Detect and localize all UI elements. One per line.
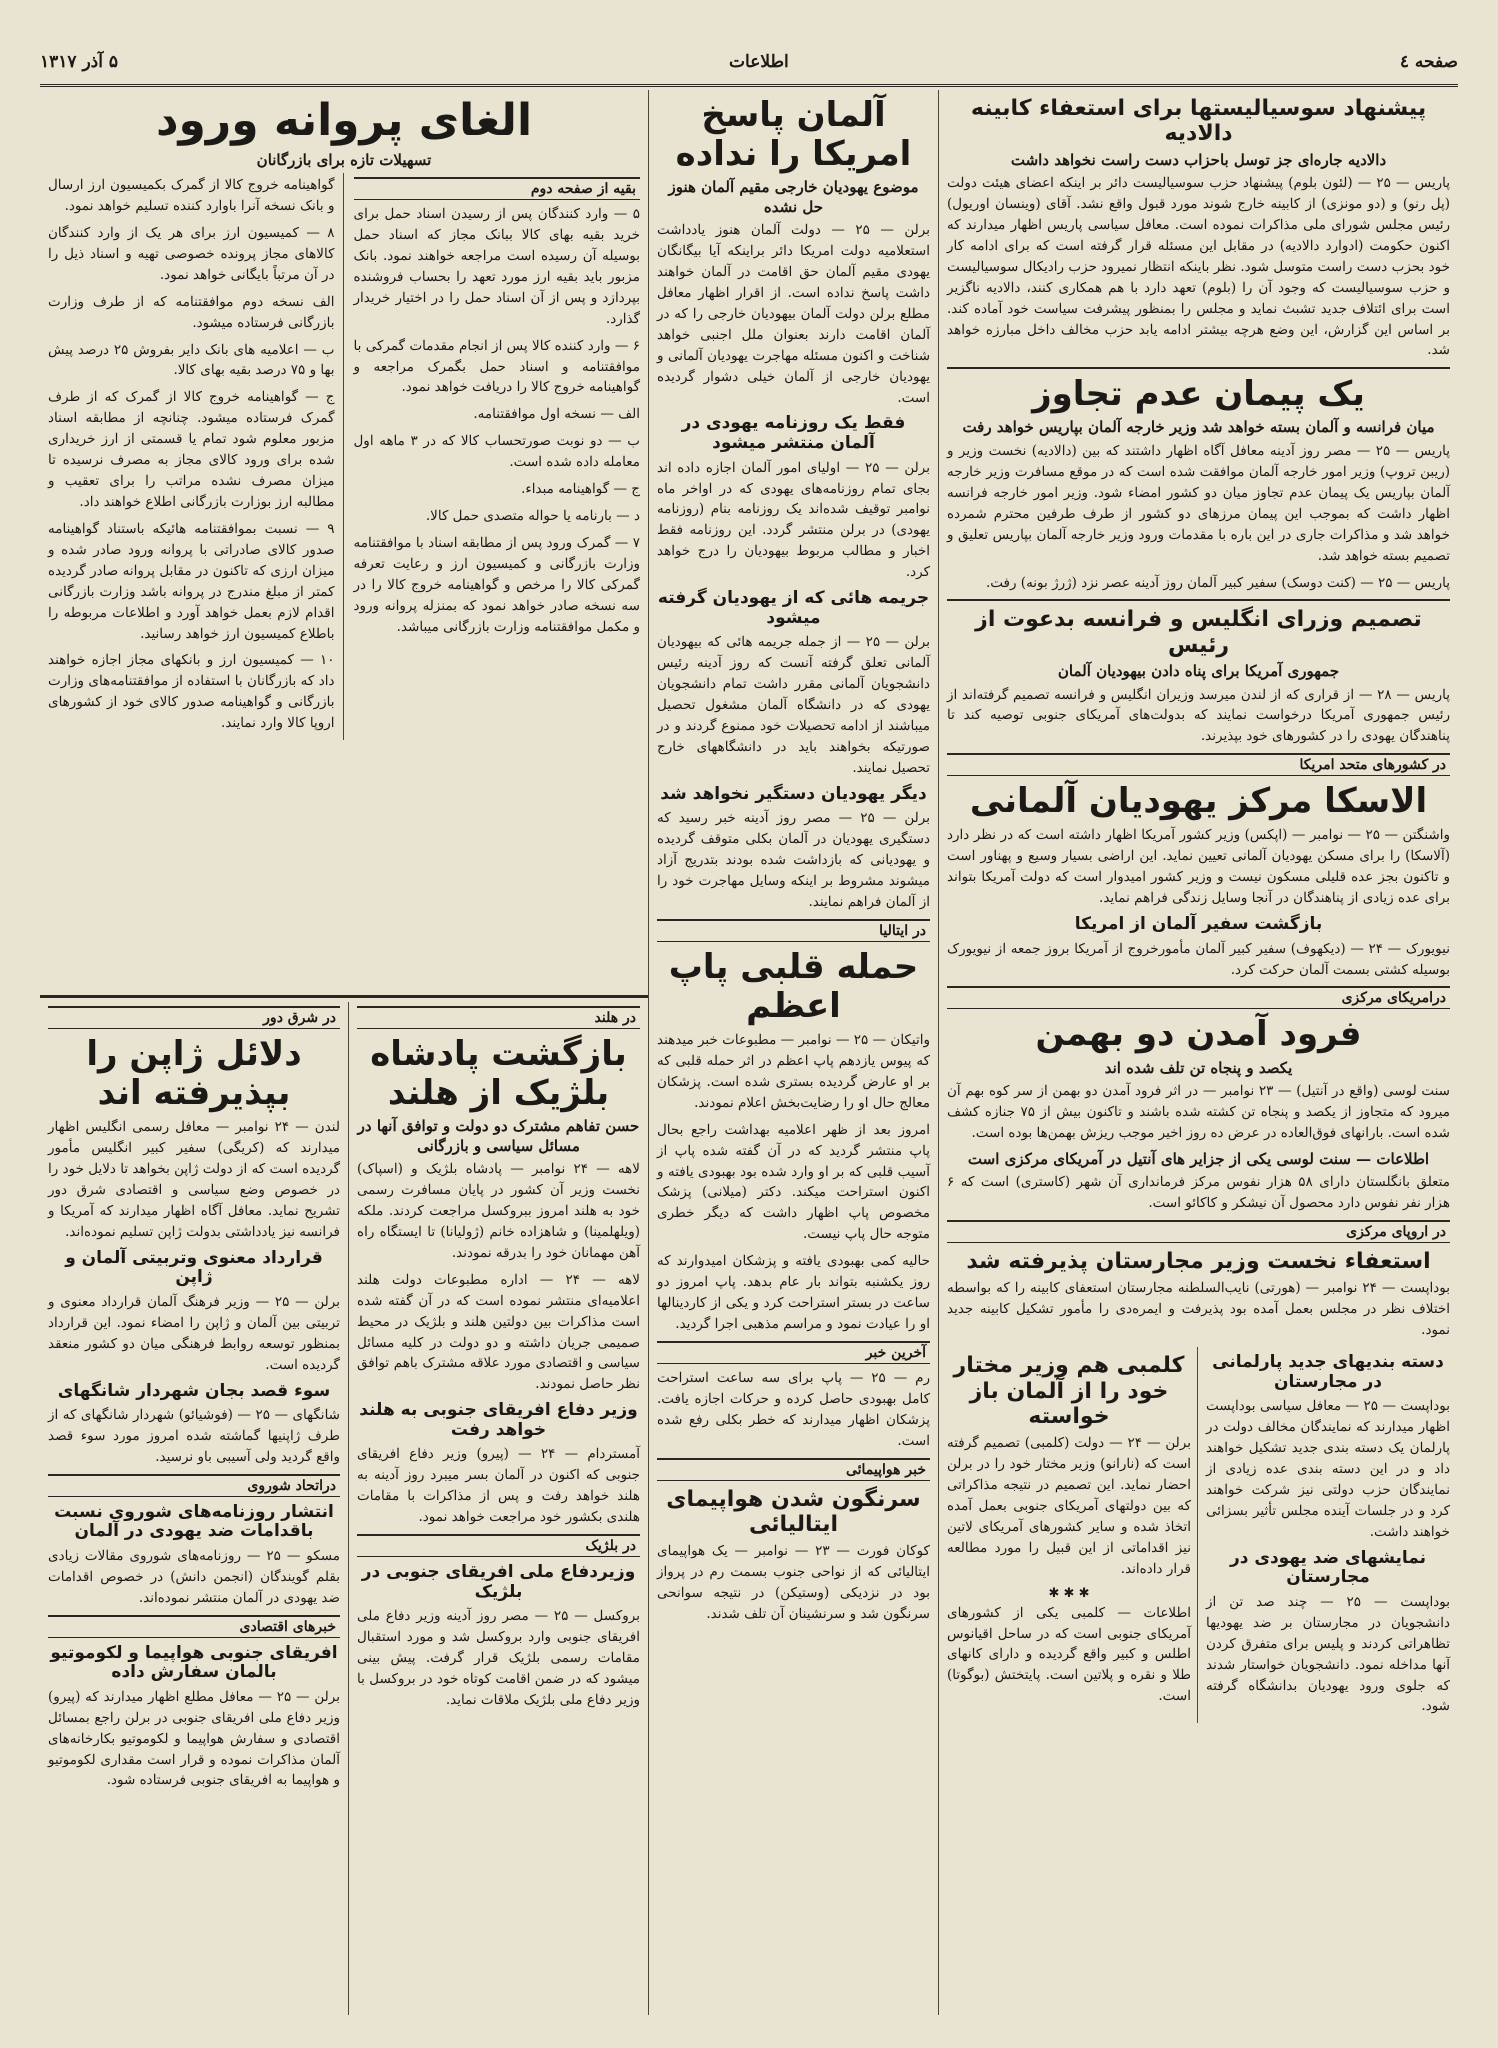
import-item-7: ۷ — گمرک ورود پس از مطابقه اسناد با موافقتنامه وزارت بازرگانی و کمیسیون ارز و رعایت تعرفه گمرکی کالا را مرخص و گواهینامه خروج کالا را در سه نسخه صادر خواهد نمود که بمنزله پروانه ورود و مکمل موافقتنامه وزارت بازرگانی میباشد. — [353, 535, 640, 635]
import-item-jim: ج — گواهینامه مبداء. — [521, 481, 640, 498]
belgian-king-body: لاهه — ۲۴ نوامبر — پادشاه بلژیک و (اسپاک) نخست وزیر آن کشور در پایان مسافرت رسمی خود به هلند امروز ببروکسل مراجعت کردند. ملکه (ویلهلمینا) و شاهزاده خانم (ژولیانا) تا ایستگاه راه آهن مهمانان خود را بدرقه نمودند. — [357, 1161, 641, 1261]
sa-defense-belgium-body: بروکسل — ۲۵ — مصر روز آدینه وزیر دفاع ملی افریقای جنوبی وارد بروکسل شد و مورد استقبال مقامات رسمی بلژیک قرار گرفت. پیش بینی میشود که در ضمن اقامت کوتاه خود در بروکسل با وزیر دفاع ملی بلژیک ملاقات نماید. — [357, 1608, 640, 1708]
import-item-dal: د — بارنامه یا حواله متصدی حمل کالا. — [425, 508, 640, 525]
socialist-proposal-headline: پیشنهاد سوسیالیستها برای استعفاء کابینه دالادیه — [970, 96, 1427, 147]
avalanche-note-body: متعلق بانگلستان دارای ۵۸ هزار نفوس مرکز فرمانداری آن شهر (کاستری) است که ۶ هزار نفر نفوس دارد محصول آن نیشکر و کاکائو است. — [947, 1174, 1450, 1212]
import-item-b: ب — اعلامیه های بانک دایر بفروش ۲۵ درصد پیش بها و ۷۵ درصد بقیه بهای کالا. — [48, 341, 335, 379]
fines-headline: جریمه هائی که از یهودیان گرفته میشود — [657, 588, 930, 628]
column-3-top — [40, 90, 648, 990]
section-label: در کشورهای متحد امریکا — [947, 753, 1450, 776]
import-body: گواهینامه خروج کالا از گمرک بکمیسیون ارز ارسال و بانک نسخه آنرا باوارد کننده تسلیم خواهد نمود. — [48, 177, 335, 215]
import-item-c: ج — گواهینامه خروج کالا از گمرک که از طرف گمرک فرستاده میشود. چنانچه از مطابقه اسناد مزبور معلوم شود تمام یا قسمتی از ارز خریداری شده برای ورود کالای مجاز به مصرف نرسیده تا میزان مصرف نشده مراتب را برای تعقیب و مطالبه ارز بوزارت بازرگانی اطلاع خواهند داد. — [48, 389, 335, 510]
japan-reasons-body: لندن — ۲۴ نوامبر — معافل رسمی انگلیس اظهار میدارند که (کریگی) سفیر کبیر انگلیس مأمور گردیده است که از دولت ژاپن بخواهد تا دلایل خود را در خصوص وضع سیاسی و اقتصادی شرق دور تشریح نماید. معافل آگاه اظهار میدارند که آمریکا و فرانسه نیز یادداشتی بدولت ژاپن تسلیم نموده‌اند. — [48, 1119, 340, 1240]
import-item-6: ۶ — وارد کننده کالا پس از انجام مقدمات گمرکی با موافقتنامه و اسناد حمل بگمرک مراجعه و گواهینامه خروج کالا را دریافت خواهد نمود. — [353, 337, 640, 396]
masthead-date: ۵ آذر ۱۳۱۷ — [40, 52, 119, 72]
hungary-resignation-headline: استعفاء نخست وزیر مجارستان پذیرفته شد — [966, 1249, 1431, 1275]
germany-reply-body: برلن — ۲۵ — دولت آلمان هنوز یادداشت استعلامیه دولت امریکا دائر براینکه آیا بیگانگان یهودی مقیم آلمان حق اقامت در آلمان خواهند داشت پاسخ نداده است. از اقرار اظهار معافل مطلع برلن دولت آلمان بیهودیان خارجی را که در آلمان اقامت دارند بعنوان ملل اجنبی خواهد شناخت و اکنون مسئله مهاجرت یهودیان آلمانی و یهودیان خارجی از آلمان خیلی دشوار گردیده است. — [657, 222, 930, 406]
newspaper-page — [40, 40, 1458, 2015]
non-aggression-pact-footer: پاریس — ۲۵ — (کنت دوسک) سفیر کبیر آلمان روز آدینه عصر نزد (ژرژ بونه) رفت. — [985, 574, 1450, 591]
non-aggression-pact-subhead: میان فرانسه و آلمان بسته خواهد شد وزیر خارجه آلمان بپاریس خواهد رفت — [962, 418, 1435, 437]
parliament-groups-body: بوداپست — ۲۵ — معافل سیاسی بوداپست اظهار میدارند که نمایندگان مخالف دولت در پارلمان یک دسته بندی جدید تشکیل خواهند داد و در این دسته بندی عده زیادی از نمایندگان حزب دولتی نیز شرکت خواهند کرد و در جلسات آینده مجلس تأثیر بسزائی خواهند داشت. — [1206, 1398, 1450, 1540]
south-africa-order-body: برلن — ۲۵ — معافل مطلع اظهار میدارند که (پیرو) وزیر دفاع ملی افریقای جنوبی در برلن راجع بمسائل اقتصادی و سفارش هواپیما و لکوموتیو بکارخانه‌های آلمان مذاکرات نموده و قرار است مقداری لکوموتیو و هواپیما به افریقای جنوبی فرستاده شود. — [48, 1688, 340, 1789]
import-item-alef: الف — نسخه اول موافقتنامه. — [473, 406, 640, 423]
split-left — [947, 1347, 1198, 1723]
section-label: در هلند — [357, 1006, 640, 1029]
germany-reply-headline: آلمان پاسخ امریکا را نداده — [675, 95, 912, 175]
import-license-subhead: تسهیلات تازه برای بازرگانان — [256, 150, 432, 169]
pope-heart-attack-body: واتیکان — ۲۵ — نوامبر — مطبوعات خبر میدهند که پیوس یازدهم پاپ اعظم در اثر حمله قلبی که بر او عارض گردیده بستری شده است. پزشکان معالج حال او را رضایت‌بخش اعلام نمودند. — [657, 1032, 930, 1111]
ambassador-return-headline: بازگشت سفیر آلمان از امریکا — [1074, 914, 1323, 935]
socialist-proposal-subhead: دالادیه جاره‌ای جز توسل باحزاب دست راست نخواهد داشت — [1010, 150, 1387, 169]
section-label: آخرین خبر — [657, 1341, 930, 1364]
section-label: در ایتالیا — [657, 919, 930, 942]
alaska-body: واشنگتن — ۲۵ — نوامبر — (اپکس) وزیر کشور آمریکا اظهار داشته است که در نظر دارد (آلاسکا) را برای مسکن یهودیان آلمانی تعیین نماید. این اراضی بسیار وسیع و پهناور است و تاکنون بجز عده قلیلی مسکون نیست و وزیر کشور امیدوار است که دولت آمریکا بتواند برای عده زیادی از پناهندگان در آنجا وسایل زندگی فراهم نماید. — [947, 827, 1450, 907]
column-2 — [648, 90, 938, 2015]
avalanche-note-label: اطلاعات — سنت لوسی یکی از جزایر های آنتیل در آمریکای مرکزی است — [967, 1149, 1430, 1168]
divider — [947, 367, 1450, 369]
section-label: خبرهای اقتصادی — [48, 1615, 340, 1638]
import-license-right — [354, 173, 641, 740]
import-item-be: ب — دو نوبت صورتحساب کالا که در ۳ ماهه اول معامله داده شده است. — [353, 433, 640, 471]
ambassador-return-body: نیویورک — ۲۴ — (دیکهوف) سفیر کبیر آلمان مأمورخروج از آمریکا بروز جمعه از نیویورک بوسیله کشتی بسمت آلمان حرکت کرد. — [947, 940, 1450, 978]
column-3 — [348, 1002, 648, 2015]
alaska-headline: الاسکا مرکز یهودیان آلمانی — [969, 781, 1428, 822]
soviet-press-headline: انتشار روزنامه‌های شوروی نسبت باقدامات ضد یهودی در آلمان — [54, 1501, 334, 1542]
ministers-decision-headline: تصمیم وزرای انگلیس و فرانسه بدعوت از رئیس — [975, 607, 1422, 658]
latest-news-body: رم — ۲۵ — پاپ برای سه ساعت استراحت کامل بهبودی حاصل کرده و حرکات اجازه یافت. پزشکان اظهار میدارند که خطر بکلی رفع شده است. — [657, 1369, 930, 1449]
hungary-resignation-body: بوداپست — ۲۴ نوامبر — (هورتی) نایب‌السلطنه مجارستان استعفای کابینه را که بواسطه اختلاف نظر در مجلس بعمل آمده بود پذیرفت و ایمره‌دی را مأمور تشکیل کابینه جدید نمود. — [947, 1280, 1450, 1339]
avalanche-headline: فرود آمدن دو بهمن — [1035, 1014, 1362, 1055]
no-more-arrests-headline: دیگر یهودیان دستگیر نخواهد شد — [660, 783, 927, 804]
split-right — [1206, 1347, 1450, 1723]
non-aggression-pact-headline: یک پیمان عدم تجاوز — [1032, 374, 1365, 415]
plane-crash-body: کوکان فورت — ۲۳ — نوامبر — یک هواپیمای ایتالیائی که از نواحی جنوب بسمت رم در پرواز بود در نزدیکی (وستیکن) در نتیجه سوانحی سرنگون شد و سرنشینان آن تلف شدند. — [657, 1543, 930, 1622]
section-label: درامریکای مرکزی — [947, 986, 1450, 1009]
colombia-note: اطلاعات — کلمبی یکی از کشورهای آمریکای جنوبی است که در ساحل اقیانوس اطلس و کبیر واقع گردیده و دارای کانهای طلا و نقره و پلاتین است. پایتختش (بوگوتا) است. — [947, 1604, 1191, 1705]
no-more-arrests-body: برلن — ۲۵ — مصر روز آدینه خبر رسید که دستگیری یهودیان در آلمان بکلی متوقف گردیده و یهودیانی که بازداشت شده بودند بتدریج آزاد میشوند مشروط بر اینکه وسایل مهاجرت خود را از آلمان فراهم نمایند. — [657, 810, 930, 910]
jewish-newspaper-headline: فقط یک روزنامه یهودی در آلمان منتشر میشود — [681, 413, 906, 454]
ministers-decision-subhead: جمهوری آمریکا برای پناه دادن بیهودیان آلمان — [1057, 662, 1340, 681]
non-aggression-pact-body: پاریس — ۲۵ — مصر روز آدینه معافل آگاه اظهار داشتند که بین (دالادیه) نخست وزیر و (ریبن تروپ) وزیر امور خارجه آلمان موافقت شده است که در موقع مسافرت وزیر خارجه آلمان بپاریس یک پیمان عدم تجاوز میان دو کشور امضاء شود. وزیر امور خارجه فرانسه اظهار داشت که بموجب این پیمان مرزهای دو کشور از طرف طرفین محترم شمرده خواهد شد و مذاکرات جاری در این باره با مقدمات ورود وزیر خارجه آلمان بپاریس تعلیق و تصمیم بسته خواهد شد. — [947, 442, 1450, 564]
pope-heart-attack-body-2: امروز بعد از ظهر اعلامیه بهداشت راجع بحال پاپ منتشر گردید که در آن گفته شده پاپ از آسیب قلبی که بر او وارد شده بود بهبودی یافته و اکنون استراحت میکند. دکتر (میلانی) پزشک مخصوص پاپ اظهار داشت که دیگر خطری متوجه حال پاپ نیست. — [657, 1121, 930, 1243]
anti-jewish-demonstrations-headline: نمایشهای ضد یهودی در مجارستان — [1229, 1547, 1427, 1588]
section-label: در بلژیک — [357, 1534, 640, 1557]
shanghai-mayor-headline: سوء قصد بجان شهردار شانگهای — [57, 1380, 331, 1401]
fines-body: برلن — ۲۵ — از جمله جریمه هائی که بیهودیان آلمانی تعلق گرفته آنست که روز آدینه رئیس دانشجویان آلمانی مقرر داشت تمام دانشجویان یهودی که در دانشگاه آلمان مشغول تحصیل میباشند از ادامه تحصیلات خود ممنوع گردند و در صورتیکه بخواهند باید در دانشگاههای خارج تحصیل نمایند. — [657, 634, 930, 776]
soviet-press-body: مسکو — ۲۵ — روزنامه‌های شوروی مقالات زیادی بقلم گویندگان (انجمن دانش) در خصوص اقدامات ضد یهودی در آلمان منتشر نموده‌اند. — [48, 1547, 340, 1606]
page-label: صفحه ٤ — [1399, 52, 1458, 72]
sa-defense-body: آمستردام — ۲۴ — (پیرو) وزیر دفاع افریقای جنوبی که اکنون در آلمان بسر میبرد روز آدینه به هلند خواهد رفت و پس از مذاکرات با مقامات هلندی بکشور خود مراجعت خواهد نمود. — [357, 1446, 640, 1526]
germany-japan-agreement-body: برلن — ۲۵ — وزیر فرهنگ آلمان قرارداد معنوی و تربیتی بین آلمان و ژاپن را امضاء نمود. این قرارداد بمنظور توسعه روابط فرهنگی میان دو کشور منعقد گردیده است. — [48, 1293, 340, 1373]
belgian-king-body-2: لاهه — ۲۴ — اداره مطبوعات دولت هلند اعلامیه‌ای منتشر نموده است که در آن گفته شده است مذاکرات بین دولتین هلند و بلژیک در محیط صمیمی جریان داشته و دو دولت در کلیه مسائل سیاسی و اقتصادی مورد علاقه مشترک باهم توافق نظر حاصل نمودند. — [357, 1271, 640, 1393]
ornament: ✱ ✱ ✱ — [1048, 1585, 1090, 1601]
anti-jewish-demonstrations-body: بوداپست — ۲۵ — چند صد تن از دانشجویان در مجارستان بر ضد یهودیها تظاهراتی کردند و پلیس برای متفرق کردن آنها مداخله نمود. دانشجویان خواستار شدند که جلوی ورود یهودیان بدانشگاه گرفته شود. — [1206, 1593, 1450, 1715]
japan-reasons-headline: دلائل ژاپن را بپذیرفته اند — [86, 1034, 302, 1114]
import-item-10: ۱۰ — کمیسیون ارز و بانکهای مجاز اجازه خواهند داد که بازرگانان با استفاده از موافقتنامه‌های وزارت بازرگانی و گواهینامه صدور کالای خود از کشورهای اروپا کالا وارد نمایند. — [48, 652, 335, 732]
section-label: خبر هواپیمائی — [657, 1458, 930, 1481]
column-4 — [40, 1002, 348, 2015]
horizontal-rule — [40, 995, 648, 998]
import-license-columns — [48, 173, 640, 740]
import-license-headline: الغای پروانه ورود — [155, 95, 533, 146]
masthead — [40, 40, 1458, 87]
import-item-9: ۹ — نسبت بموافقتنامه هائیکه باستناد گواهینامه صدور کالای صادراتی با پروانه ورود صادر شده و میزان ارزی که تاکنون در مقابل پروانه صادر گردیده کمتر از مبلغ مندرج در پروانه باشد وزارت بازرگانی اقدام لازم بعمل خواهد آورد و اطلاعات مربوطه را باطلاع کمیسیون ارز خواهد رسانید. — [48, 520, 335, 642]
socialist-proposal-body: پاریس — ۲۵ — (لئون بلوم) پیشنهاد حزب سوسیالیست دائر بر اینکه اعضای هیئت دولت (پل رنو) و (دو مونزی) از کابینه خارج شوند مورد قبول واقع نشد. آقای (وینسان اوریول) رئیس مجلس شورای ملی مذاکرات نموده است. معافل سیاسی پاریس اظهار میدارند که اکنون حکومت (ادوارد دالادیه) در مقابل این مسئله قرار گرفته است که برای ادامه کار خود بحزب دست راست متوسل شود. نظر باینکه انتظار نمیرود حزب رادیکال سوسیالیست و حزب سوسیالیست که وجود آن را (بلوم) تعهد دارد با هم همکاری کنند، دالادیه ناگزیر است برای ائتلاف جدید تشبث نماید و مجلس را بمنظور پیشرفت سیاست خود آماده کند. بر اساس این گزارش، این وضع هرچه بیشتر ادامه یابد حزب مخالف داخل مبارزه خواهد شد. — [947, 175, 1450, 359]
belgian-king-subhead: حسن تفاهم مشترک دو دولت و توافق آنها در مسائل سیاسی و بازرگانی — [357, 1117, 640, 1155]
parliament-groups-headline: دسته بندیهای جدید پارلمانی در مجارستان — [1212, 1352, 1444, 1392]
divider — [947, 599, 1450, 601]
continuation-label: بقیه از صفحه دوم — [354, 177, 641, 200]
germany-japan-agreement-headline: قرارداد معنوی وتربیتی آلمان و ژاپن — [65, 1247, 323, 1288]
column-1 — [938, 90, 1458, 2015]
import-item-a: الف نسخه دوم موافقتنامه که از طرف وزارت بازرگانی فرستاده میشود. — [48, 293, 335, 331]
plane-crash-headline: سرنگون شدن هواپیمای ایتالیائی — [666, 1486, 921, 1537]
section-label: در اروپای مرکزی — [947, 1220, 1450, 1243]
avalanche-subhead: یکصد و پنجاه تن تلف شده اند — [1104, 1058, 1293, 1077]
jewish-newspaper-body: برلن — ۲۵ — اولیای امور آلمان اجازه داده اند بجای تمام روزنامه‌های یهودی که در اواخر ماه نوامبر توقیف شده‌اند یک روزنامه بنام (روزنامه یهودی) در برلن منتشر گردد. این روزنامه فقط اخبار و مطالب مربوط بیهودیان را درج خواهد کرد. — [657, 459, 931, 581]
import-license-left — [48, 173, 344, 740]
ministers-decision-body: پاریس — ۲۸ — از قراری که از لندن میرسد وزیران انگلیس و فرانسه تصمیم گرفته‌اند از رئیس جمهوری آمریکا درخواست نمایند که بدولت‌های آمریکای جنوبی توصیه کند تا پناهندگان یهودی را در کشورهای خود بپذیرند. — [947, 686, 1450, 745]
sa-defense-belgium-headline: وزیردفاع ملی افریقای جنوبی در بلژیک — [361, 1562, 636, 1602]
pope-heart-attack-body-3: حالیه کمی بهبودی یافته و پزشکان امیدوارند که روز یکشنبه بتواند بار عام بدهد. پاپ امروز دو ساعت در بستر استراحت کرد و یکی از کاردینالها او را عیادت نمود و مراسم مذهبی اجرا گردید. — [657, 1253, 930, 1332]
split-row — [947, 1347, 1450, 1723]
section-label: در شرق دور — [48, 1006, 340, 1029]
south-africa-order-headline: افریقای جنوبی هواپیما و لکوموتیو بالمان سفارش داده — [50, 1642, 338, 1683]
import-item-5: ۵ — وارد کنندگان پس از رسیدن اسناد حمل برای خرید بقیه بهای کالا ببانک مجاز که اسناد حمل بوسیله آن رسیده است مراجعه خواهند نمود. بانک مزبور باید بقیه ارز مورد تعهد را بحساب فروشنده بپردازد و پس از آن اسناد حمل را در اختیار خریدار گذارد. — [353, 206, 640, 327]
belgian-king-headline: بازگشت پادشاه بلژیک از هلند — [370, 1034, 627, 1114]
shanghai-mayor-body: شانگهای — ۲۵ — (فوشیائو) شهردار شانگهای که از طرف ژاپنیها گماشته شده امروز مورد سوء قصد واقع گردید ولی آسیبی باو نرسید. — [48, 1407, 340, 1465]
paper-name: اطلاعات — [729, 52, 789, 72]
pope-heart-attack-headline: حمله قلبی پاپ اعظم — [668, 946, 919, 1026]
germany-reply-subhead: موضوع یهودیان خارجی مقیم آلمان هنوز حل نشده — [668, 178, 919, 216]
sa-defense-headline: وزیر دفاع افریقای جنوبی به هلند خواهد رفت — [359, 1400, 638, 1440]
import-item-8: ۸ — کمیسیون ارز برای هر یک از وارد کنندگان کالاهای مجاز پرونده خصوصی تهیه و اسناد ذیل را در آن مرتباً بایگانی خواهد نمود. — [48, 224, 335, 283]
avalanche-body: سنت لوسی (واقع در آنتیل) — ۲۳ نوامبر — در اثر فرود آمدن دو بهمن از سر کوه بهم آن میرود که متجاوز از یکصد و پنجاه تن کشته شده باشند و تاکنون بیش از ۷۵ جنازه کشف شده است. بارانهای فوق‌العاده در عرض ده روز اخیر موجب ریزش بهمن‌ها بوده است. — [947, 1083, 1450, 1141]
colombia-headline: کلمبی هم وزیر مختار خود را از آلمان باز خواسته — [953, 1353, 1185, 1429]
colombia-body: برلن — ۲۴ — دولت (کلمبی) تصمیم گرفته است که (نارانو) وزیر مختار خود را در برلن احضار نماید. این تصمیم در نتیجه مذاکراتی که بین دولتهای آمریکای جنوبی بعمل آمده اتخاذ شده و سایر کشورهای آمریکای لاتین نیز اقداماتی از این قبیل را مورد مطالعه قرار داده‌اند. — [947, 1435, 1191, 1577]
section-label: دراتحاد شوروی — [48, 1474, 340, 1497]
